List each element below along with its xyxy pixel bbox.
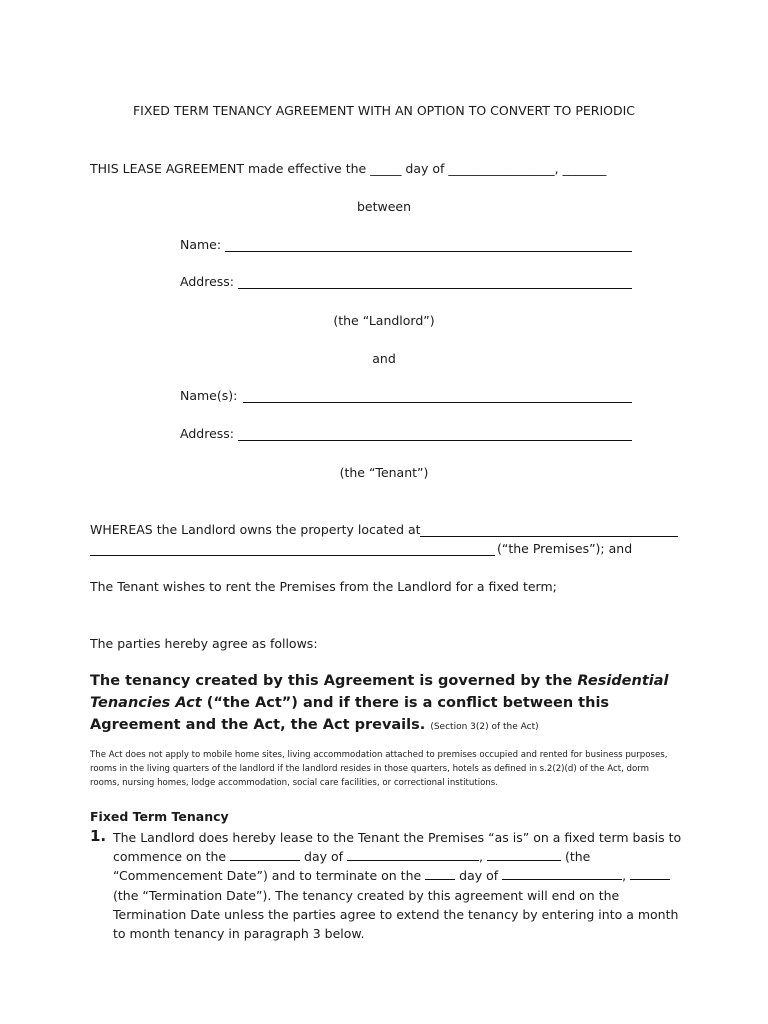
act-name: Residential Tenancies Act — [90, 673, 669, 711]
governing-act-statement — [90, 670, 680, 738]
governing-text-2: (“the Act”) and if there is a conflict between this Agreement and the Act, the Act prevails. — [90, 695, 610, 733]
para-text-5: day of — [455, 868, 503, 884]
property-location-line[interactable] — [420, 536, 678, 537]
landlord-name-line[interactable] — [225, 251, 632, 252]
premises-definition: (“the Premises”); and — [497, 541, 633, 556]
commencement-day-blank[interactable] — [230, 848, 300, 861]
section-title-fixed-term: Fixed Term Tenancy — [90, 809, 229, 824]
document-title: FIXED TERM TENANCY AGREEMENT WITH AN OPTION TO CONVERT TO PERIODIC — [132, 103, 636, 118]
section-1-paragraph — [113, 828, 693, 943]
and-label: and — [372, 351, 396, 366]
tenant-address-label: Address: — [180, 426, 234, 441]
commencement-month-blank[interactable] — [347, 848, 479, 861]
termination-day-blank[interactable] — [425, 867, 455, 880]
commencement-year-blank[interactable] — [487, 848, 561, 861]
termination-month-blank[interactable] — [502, 867, 622, 880]
landlord-role: (the “Landlord”) — [333, 313, 435, 328]
para-text-4: (the “Commencement Date”) and to terminate on the — [113, 849, 591, 884]
act-exclusion-note: The Act does not apply to mobile home sites, living accommodation attached to premises occupied and rented for business purposes, rooms in the living quarters of the landlord if the landlord resides in those quarters, hotels as defined in s.2(2)(d) of the Act, dorm rooms, nursing homes, lodge accommodation, social care facilities, or correctional institutions. — [90, 750, 668, 788]
property-location-line-2[interactable] — [90, 555, 495, 556]
para-text-2: day of — [300, 849, 348, 865]
tenant-name-line[interactable] — [243, 402, 632, 403]
para-text-7: (the “Termination Date”). The tenancy created by this agreement will end on the Termination Date unless the parties agree to extend the tenancy by entering into a month to month tenancy in paragraph 3 below. — [113, 887, 679, 942]
tenant-name-label: Name(s): — [180, 388, 238, 403]
para-text-3: , — [479, 849, 487, 865]
between-label: between — [356, 199, 412, 214]
parties-agree-text: The parties hereby agree as follows: — [90, 636, 318, 651]
landlord-address-label: Address: — [180, 274, 234, 289]
tenant-role: (the “Tenant”) — [339, 465, 429, 480]
landlord-address-line[interactable] — [238, 288, 632, 289]
governing-text-1: The tenancy created by this Agreement is governed by the — [90, 673, 578, 689]
termination-year-blank[interactable] — [630, 867, 670, 880]
whereas-text: WHEREAS the Landlord owns the property located at — [90, 522, 421, 537]
para-text-1: The Landlord does hereby lease to the Tenant the Premises “as is” on a fixed term basis to commence on the — [113, 830, 682, 865]
act-citation: (Section 3(2) of the Act) — [430, 722, 539, 732]
para-text-6: , — [622, 868, 631, 884]
landlord-name-label: Name: — [180, 237, 222, 252]
tenant-address-line[interactable] — [238, 440, 632, 441]
lease-intro-line: THIS LEASE AGREEMENT made effective the _____ day of _________________, _______ — [90, 161, 607, 176]
paragraph-number: 1. — [90, 827, 107, 845]
tenant-wishes-text: The Tenant wishes to rent the Premises from the Landlord for a fixed term; — [90, 579, 557, 594]
